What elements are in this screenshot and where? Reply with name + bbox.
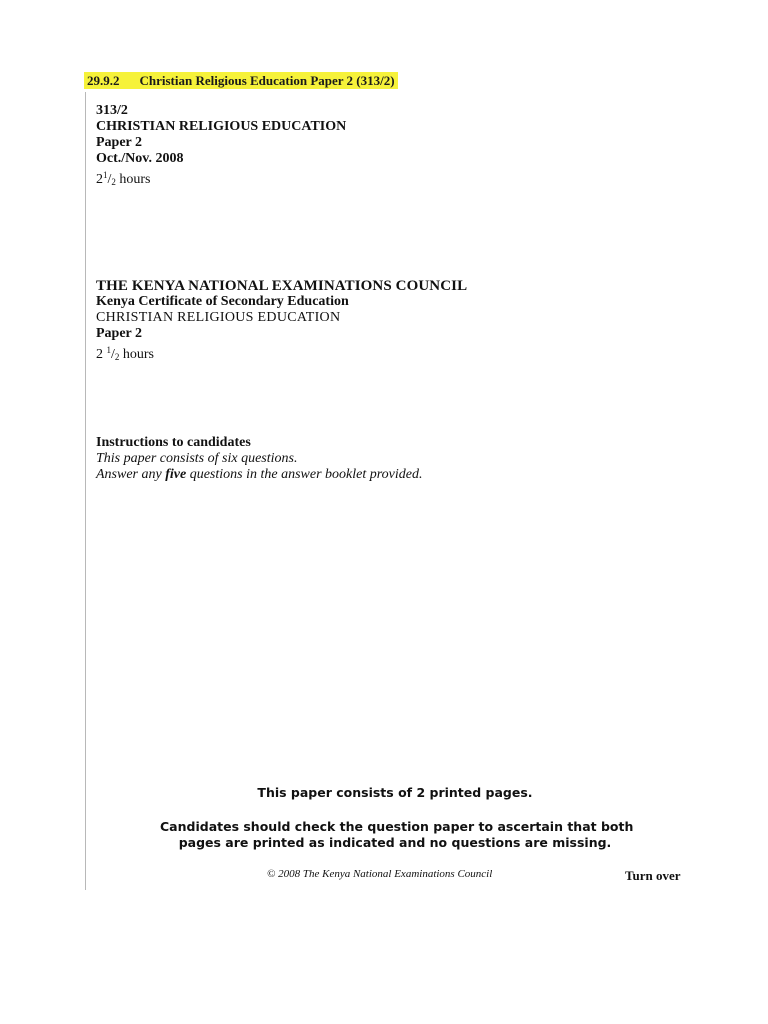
council-block	[96, 278, 467, 365]
instructions-heading: Instructions to candidates	[96, 435, 251, 450]
exam-duration: $2^1/_2$ hours	[96, 170, 151, 187]
instruction-line-1: This paper consists of six questions.	[96, 451, 298, 466]
turn-over-label: Turn over	[625, 868, 681, 883]
council-paper: Paper 2	[96, 326, 143, 341]
paper-code: 313/2	[96, 103, 128, 118]
exam-date: Oct./Nov. 2008	[96, 151, 184, 166]
section-header-highlight	[84, 72, 398, 89]
printed-pages-note: This paper consists of 2 printed pages.	[257, 785, 533, 800]
page-margin-line	[85, 92, 86, 890]
paper-number: Paper 2	[96, 135, 143, 150]
council-subject: CHRISTIAN RELIGIOUS EDUCATION	[96, 310, 341, 325]
instruction-line-2: Answer any five questions in the answer booklet provided.	[96, 467, 423, 482]
instructions-block	[96, 435, 423, 483]
council-name: THE KENYA NATIONAL EXAMINATIONS COUNCIL	[96, 278, 468, 294]
subject-title: CHRISTIAN RELIGIOUS EDUCATION	[96, 119, 347, 134]
certificate-name: Kenya Certificate of Secondary Education	[96, 294, 349, 309]
cover-details	[96, 103, 346, 190]
section-number: 29.9.2	[87, 73, 120, 88]
council-duration: 2 $^1/_2$ hours	[96, 345, 155, 362]
copyright-notice: © 2008 The Kenya National Examinations Council	[267, 868, 493, 880]
section-title: Christian Religious Education Paper 2 (313/2)	[139, 73, 395, 88]
check-paper-note: Candidates should check the question paper to ascertain that both pages are printed as indicated and no questions are missing.	[160, 819, 634, 850]
